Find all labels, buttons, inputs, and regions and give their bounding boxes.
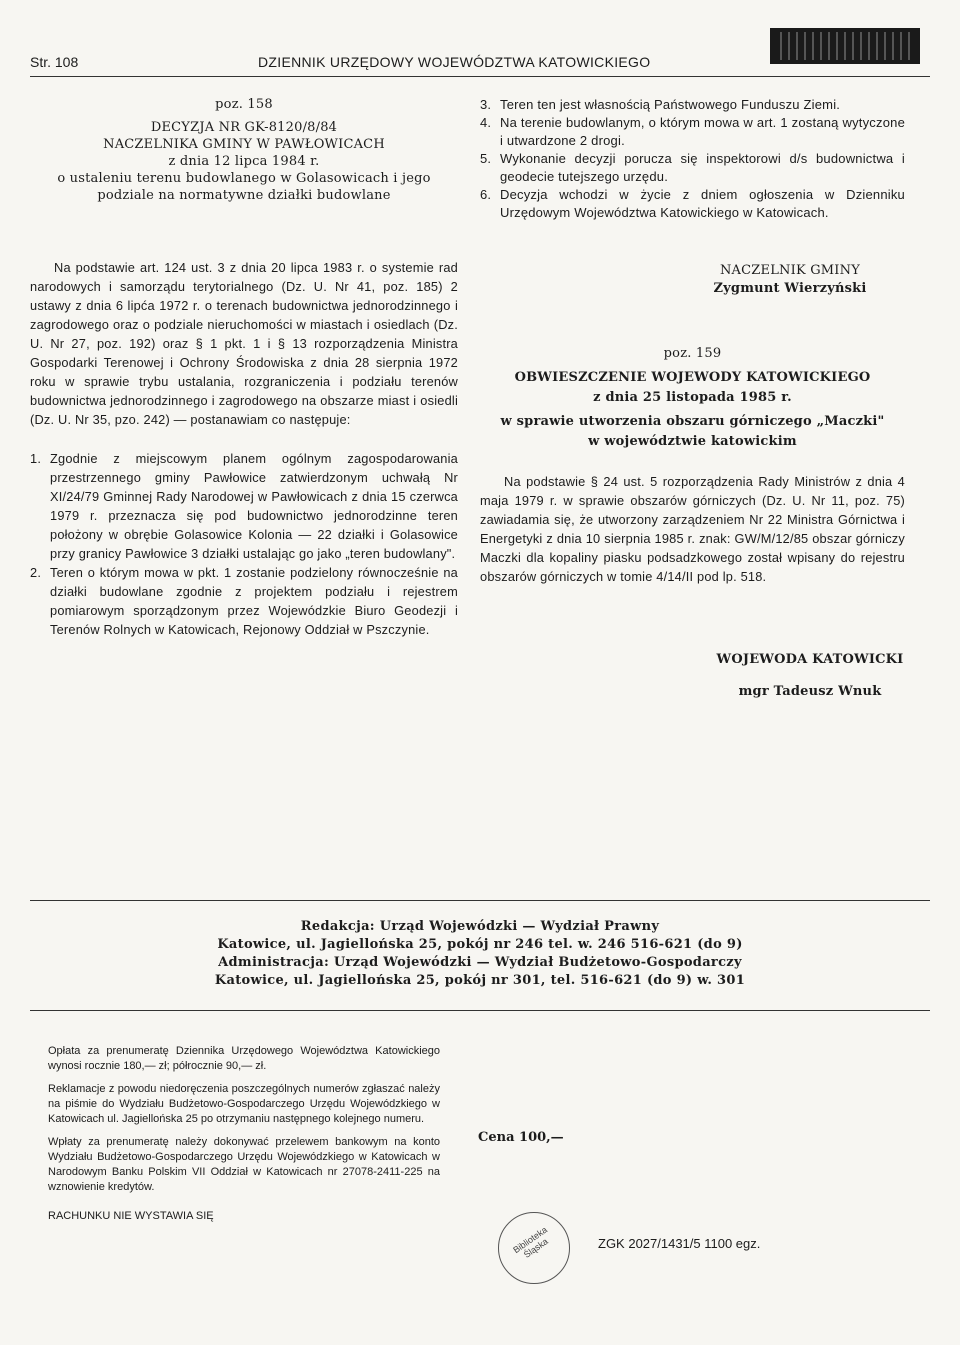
decision-body	[30, 258, 458, 639]
announcement-paragraph: Na podstawie § 24 ust. 5 rozporządzenia Rady Ministrów z dnia 4 maja 1979 r. w sprawie obszarów górniczych (Dz. U. Nr 11, poz. 75) zawiadamia się, że utworzony zarządzeniem Nr 22 Ministra Górnictwa i Energetyki z dnia 10 sierpnia 1985 r. znak: GW/M/12/85 obszar górniczy Maczki dla kopaliny piasku podsadzkowego został wpisany do rejestru obszarów górniczych w tomie 4/14/II pod lp. 518.	[480, 474, 905, 584]
list-item: 2. Teren o którym mowa w pkt. 1 zostanie podzielony równocześnie na działki budowlane zgodnie z projektem podziału i rejestrem pomiarowym sporządzonym przez Wojewódzkie Biuro Geodezji i Terenów Rolnych w Katowicach, Rejonowy Oddział w Pszczynie.	[30, 565, 458, 637]
list-item: 1. Zgodnie z miejscowym planem ogólnym zagospodarowania przestrzennego gminy Pawłowice zatwierdzonym uchwałą Nr XI/24/79 Gminnej Rady Narodowej w Pawłowicach z dnia 15 czerwca 1979 r. przeznacza się pod budownictwo jednorodzinne teren położony w obrębie Golasowice Kolonia — 22 działki i Golasowice przy granicy Pawłowice 3 działki ustalając go jako „teren budowlany".	[30, 451, 458, 561]
position-label: poz. 158	[215, 97, 273, 112]
announcement-heading	[480, 344, 905, 452]
journal-title: DZIENNIK URZĘDOWY WOJEWÓDZTWA KATOWICKIEGO	[258, 54, 651, 70]
footer-rule-bottom	[30, 1010, 930, 1011]
complaints-info: Reklamacje z powodu niedoręczenia poszczególnych numerów zgłaszać należy na piśmie do Wydziału Budżetowo-Gospodarczego Urzędu Wojewódzkiego w Katowicach ul. Jagiellońska 25 po otrzymaniu następnego kolejnego numeru.	[48, 1083, 440, 1125]
administration-address: Katowice, ul. Jagiellońska 25, pokój nr 301, tel. 516-621 (do 9) w. 301	[214, 973, 746, 988]
signature-block-2	[690, 650, 930, 702]
administration-line: Administracja: Urząd Wojewódzki — Wydział Budżetowo-Gospodarczy	[218, 955, 742, 970]
decision-subject-2: podziale na normatywne działki budowlane	[97, 188, 391, 203]
editorial-info	[30, 918, 930, 990]
decision-subject-1: o ustaleniu terenu budowlanego w Golasowicach i jego	[57, 171, 431, 186]
signature-block-1	[680, 262, 900, 298]
subscription-price: Opłata za prenumeratę Dziennika Urzędowego Województwa Katowickiego wynosi rocznie 180,— zł; półrocznie 90,— zł.	[48, 1045, 440, 1072]
print-info: ZGK 2027/1431/5 1100 egz.	[598, 1236, 761, 1251]
list-item: 4. Na terenie budowlanym, o którym mowa w art. 1 zostaną wytyczone i utwardzone 2 drogi.	[480, 115, 905, 148]
library-seal-text: Biblioteka Śląska	[511, 1224, 550, 1260]
no-invoice-note: RACHUNKU NIE WYSTAWIA SIĘ	[48, 1210, 214, 1222]
library-barcode-stamp	[770, 28, 920, 64]
decision-date: z dnia 12 lipca 1984 r.	[168, 154, 320, 169]
editorial-address: Katowice, ul. Jagiellońska 25, pokój nr 246 tel. w. 246 516-621 (do 9)	[217, 937, 743, 952]
signatory-name: mgr Tadeusz Wnuk	[738, 684, 882, 699]
signatory-name: Zygmunt Wierzyński	[713, 281, 867, 296]
announcement-subject-2: w województwie katowickim	[588, 434, 797, 449]
signatory-title: NACZELNIK GMINY	[719, 263, 860, 278]
decision-items-continued	[480, 96, 905, 222]
issuer: NACZELNIKA GMINY W PAWŁOWICACH	[103, 137, 385, 152]
announcement-date: z dnia 25 listopada 1985 r.	[593, 390, 792, 405]
list-item: 6. Decyzja wchodzi w życie z dniem ogłoszenia w Dzienniku Urzędowym Województwa Katowickiego w Katowicach.	[480, 187, 905, 220]
announcement-body	[480, 472, 905, 586]
list-item: 5. Wykonanie decyzji porucza się inspektorowi d/s budownictwa i geodecie tutejszego urzędu.	[480, 151, 905, 184]
subscription-info	[48, 1044, 440, 1232]
announcement-subject-1: w sprawie utworzenia obszaru górniczego „Maczki"	[500, 414, 885, 429]
signatory-title: WOJEWODA KATOWICKI	[716, 652, 904, 667]
legal-basis-paragraph: Na podstawie art. 124 ust. 3 z dnia 20 lipca 1983 r. o systemie rad narodowych i samorządu terytorialnego (Dz. U. Nr 41, poz. 185) 2 ustawy z dnia 6 lipća 1972 r. o terenach budownictwa jednorodzinnego i zagrodowego oraz o podziale nieruchomości w miastach i osiedlach (Dz. U. Nr 27, poz. 192) oraz § 1 pkt. 1 i § 13 rozporządzenia Ministra Gospodarki Terenowej i Ochrony Środowiska z dnia 28 sierpnia 1972 roku w sprawie trybu ustalania, rozgraniczenia i podziału terenów budownictwa jednorodzinnego i zagrodowego na obszarze miast i osiedli (Dz. U. Nr 35, pzo. 242) — postanawiam co następuje:	[30, 260, 458, 427]
payment-info: Wpłaty za prenumeratę należy dokonywać przelewem bankowym na konto Wydziału Budżetowo-Gospodarczego Urzędu Wojewódzkiego w Katowicach w Narodowym Banku Polskim VII Oddział w Katowicach nr 27078-2411-225 na wznowienie kredytów.	[48, 1136, 440, 1193]
header-rule	[30, 76, 930, 77]
footer-rule-top	[30, 900, 930, 901]
decision-heading	[30, 96, 458, 204]
position-label: poz. 159	[663, 346, 722, 361]
list-item: 3. Teren ten jest własnością Państwowego Funduszu Ziemi.	[480, 97, 841, 112]
decision-number: DECYZJA NR GK-8120/8/84	[150, 120, 338, 135]
price: Cena 100,—	[478, 1130, 564, 1145]
announcement-title: OBWIESZCZENIE WOJEWODY KATOWICKIEGO	[514, 370, 871, 385]
editorial-line: Redakcja: Urząd Wojewódzki — Wydział Prawny	[300, 919, 660, 934]
page-number: Str. 108	[30, 54, 79, 70]
